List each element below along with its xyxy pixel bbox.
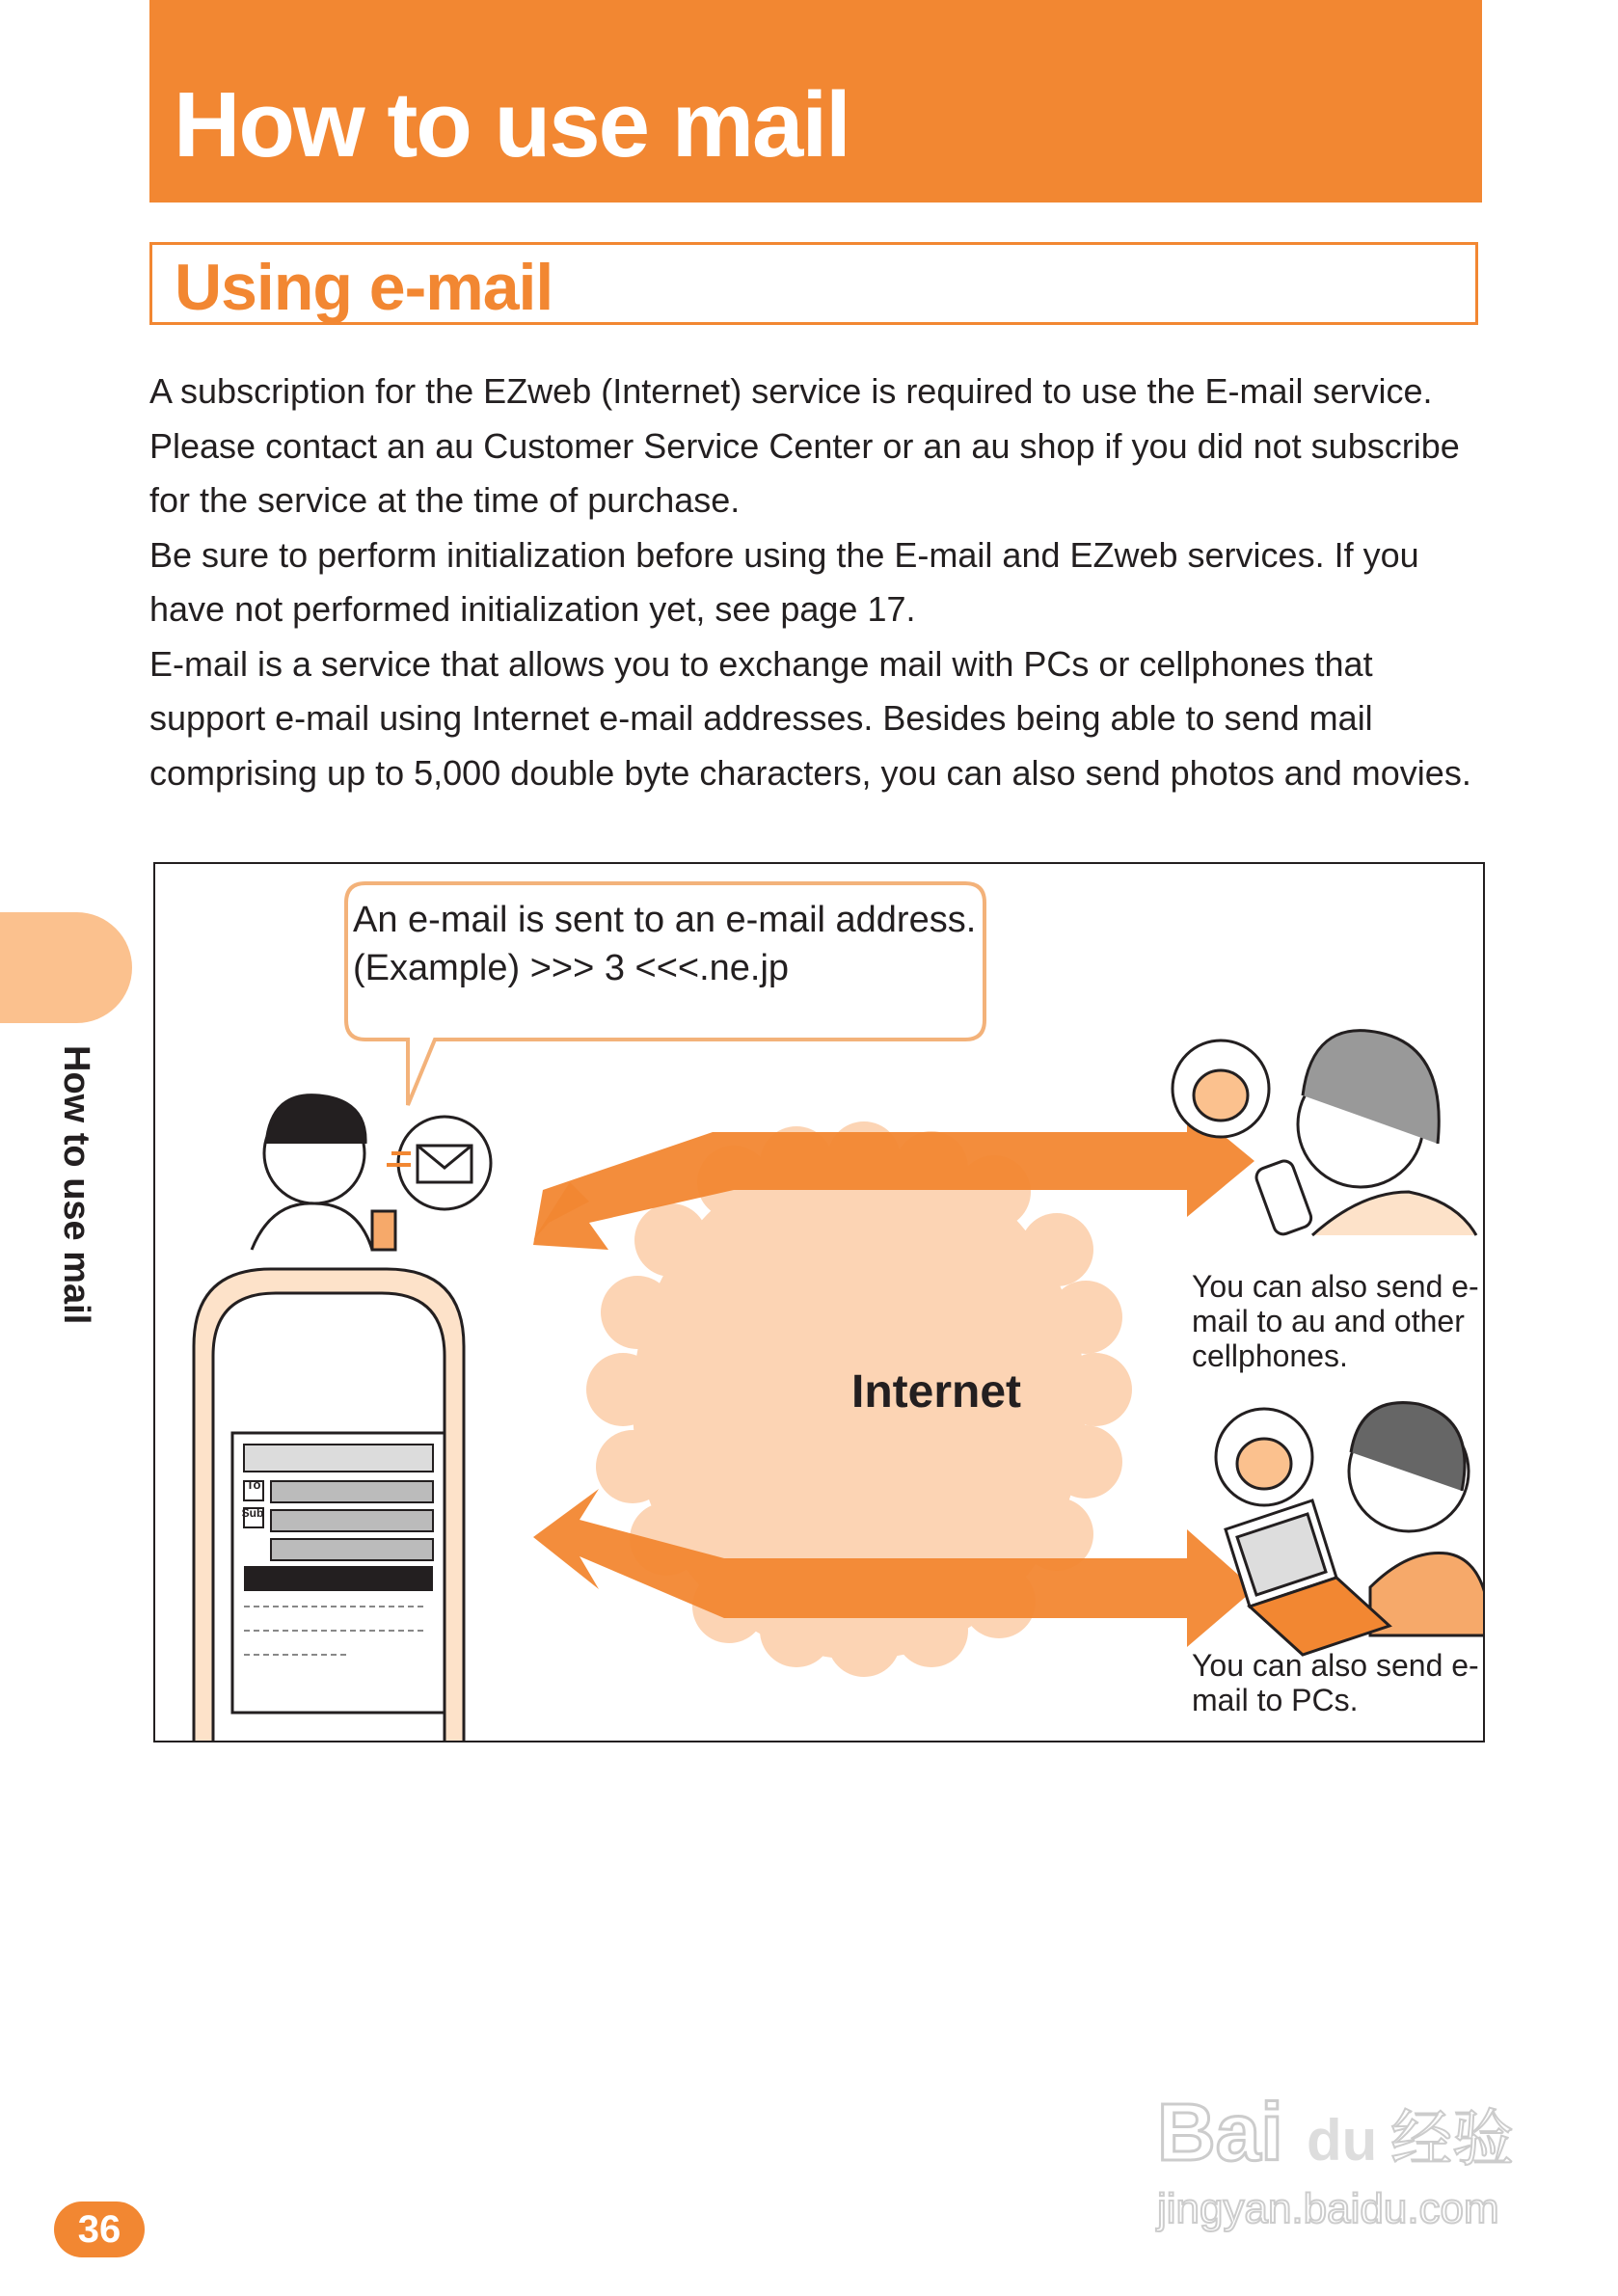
woman-illustration	[1173, 1031, 1476, 1237]
subject-icon: Sub	[241, 1506, 264, 1520]
caption-pcs: You can also send e-mail to PCs.	[1192, 1648, 1479, 1717]
internet-label: Internet	[850, 1366, 1021, 1418]
page-number: 36	[54, 2201, 145, 2257]
title-banner	[149, 0, 1482, 203]
callout-line: (Example) >>> 3 <<<.ne.jp	[353, 948, 790, 988]
body-text	[149, 365, 1490, 800]
section-title: Using e-mail	[175, 251, 553, 324]
paragraph: Be sure to perform initialization before using the E-mail and EZweb services. If you have not performed initialization yet, see page 17.	[149, 534, 1419, 629]
watermark	[1138, 2064, 1543, 2242]
page-title: How to use mail	[174, 73, 849, 176]
watermark-bai: Bai	[1157, 2087, 1283, 2177]
envelope-icon	[387, 1117, 491, 1209]
phone-illustration	[194, 1269, 464, 1742]
watermark-du: du	[1307, 2108, 1378, 2173]
mail-diagram	[153, 862, 1485, 1742]
man-illustration	[1216, 1403, 1485, 1655]
girl-illustration	[252, 1095, 395, 1250]
caption-cellphones: You can also send e-mail to au and other cellphones.	[1192, 1269, 1479, 1373]
side-tab	[0, 912, 132, 1023]
callout-text	[353, 896, 989, 992]
to-icon: To	[246, 1477, 261, 1492]
callout-line: An e-mail is sent to an e-mail address.	[353, 900, 977, 940]
paragraph: E-mail is a service that allows you to exchange mail with PCs or cellphones that support e-mail using Internet e-mail addresses. Besides being able to send mail comprising up to 5,000 double byte characters, you can also send photos and movies.	[149, 643, 1471, 793]
watermark-url: jingyan.baidu.com	[1157, 2185, 1499, 2232]
section-header	[149, 242, 1478, 325]
paragraph: A subscription for the EZweb (Internet) service is required to use the E-mail service. Please contact an au Customer Service Center or an au shop if you did not subscribe for the service at the time of purchase.	[149, 371, 1460, 520]
watermark-jingyan: 经验	[1390, 2104, 1514, 2175]
baidu-watermark-logo	[1138, 2064, 1543, 2237]
side-tab-label: How to use mail	[56, 1045, 96, 1325]
